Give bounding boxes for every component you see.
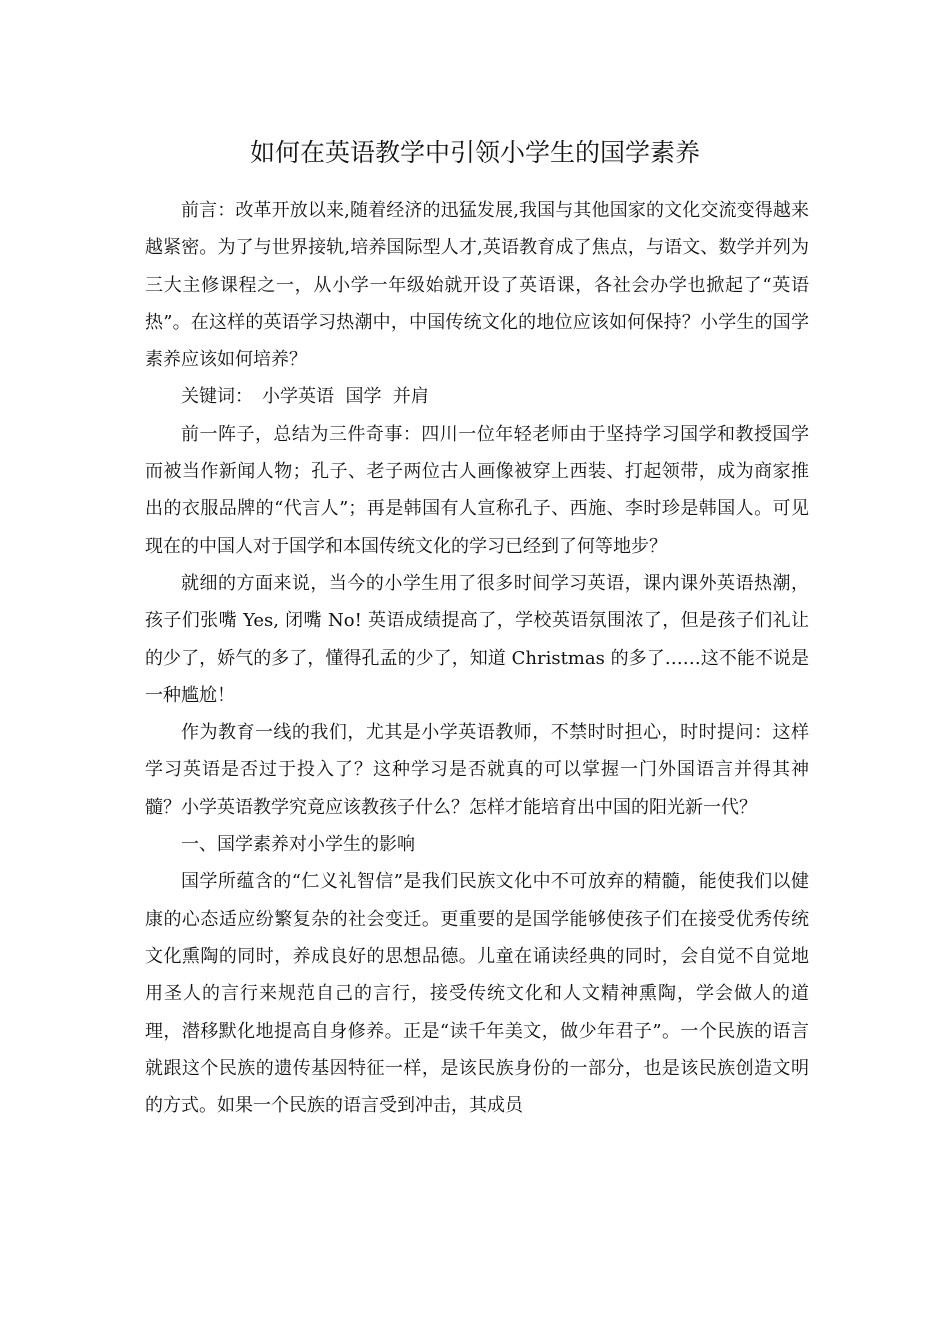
paragraph-questions: 作为教育一线的我们，尤其是小学英语教师，不禁时时担心，时时提问：这样学习英语是否过于投入了？这种学习是否就真的可以掌握一门外国语言并得其神髓？小学英语教学究竟应该教孩子什么？怎样才能培育出中国的阳光新一代？ bbox=[145, 722, 809, 818]
paragraph-three-events: 前一阵子，总结为三件奇事：四川一位年轻老师由于坚持学习国学和教授国学而被当作新闻人物；孔子、老子两位古人画像被穿上西装、打起领带，成为商家推出的衣服品牌的“代言人”；再是韩国有人宣称孔子、西施、李时珍是韩国人。可见现在的中国人对于国学和本国传统文化的学习已经到了何等地步？ bbox=[145, 423, 809, 557]
paragraph-keywords: 关键词： 小学英语 国学 并肩 bbox=[181, 386, 429, 408]
document-title: 如何在英语教学中引领小学生的国学素养 bbox=[249, 138, 700, 167]
section-heading-1: 一、国学素养对小学生的影响 bbox=[181, 834, 415, 856]
paragraph-preface: 前言：改革开放以来,随着经济的迅猛发展,我国与其他国家的文化交流变得越来越紧密。为了与世界接轨,培养国际型人才,英语教育成了焦点，与语文、数学并列为三大主修课程之一，从小学一年级始就开设了英语课，各社会办学也掀起了“英语热”。在这样的英语学习热潮中，中国传统文化的地位应该如何保持？小学生的国学素养应该如何培养？ bbox=[145, 200, 809, 371]
paragraph-guoxue-influence: 国学所蕴含的“仁义礼智信”是我们民族文化中不可放弃的精髓，能使我们以健康的心态适应纷繁复杂的社会变迁。更重要的是国学能够使孩子们在接受优秀传统文化熏陶的同时，养成良好的思想品德。儿童在诵读经典的同时，会自觉不自觉地用圣人的言行来规范自己的言行，接受传统文化和人文精神熏陶，学会做人的道理，潜移默化地提高自身修养。正是“读千年美文，做少年君子”。一个民族的语言就跟这个民族的遗传基因特征一样，是该民族身份的一部分，也是该民族创造文明的方式。如果一个民族的语言受到冲击，其成员 bbox=[145, 871, 809, 1117]
document-body bbox=[145, 192, 809, 1124]
paragraph-details: 就细的方面来说，当今的小学生用了很多时间学习英语，课内课外英语热潮，孩子们张嘴 Yes, 闭嘴 No! 英语成绩提高了，学校英语氛围浓了，但是孩子们礼让的少了，娇气的多了，懂得孔孟的少了，知道 Christmas 的多了……这不能不说是一种尴尬！ bbox=[145, 572, 809, 706]
